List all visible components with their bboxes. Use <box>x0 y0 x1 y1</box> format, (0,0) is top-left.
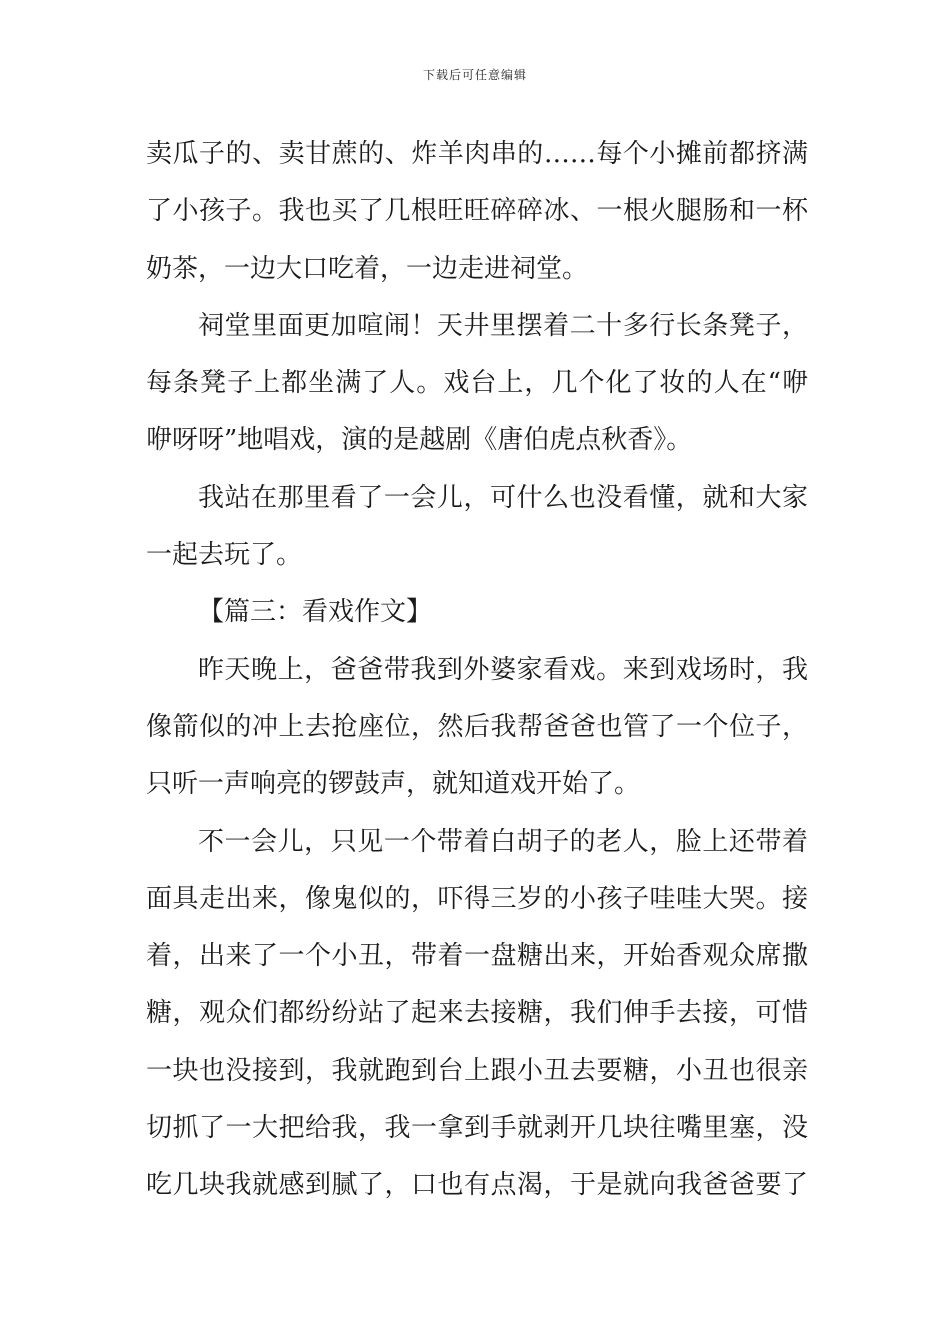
text-line: 着，出来了一个小丑，带着一盘糖出来，开始香观众席撒 <box>146 941 808 972</box>
text-line: 我站在那里看了一会儿，可什么也没看懂，就和大家 <box>198 482 808 513</box>
text-line: 像箭似的冲上去抢座位，然后我帮爸爸也管了一个位子， <box>146 711 808 742</box>
text-line: 祠堂里面更加喧闹！天井里摆着二十多行长条凳子， <box>198 310 808 341</box>
text-line: 切抓了一大把给我，我一拿到手就剥开几块往嘴里塞，没 <box>146 1113 808 1144</box>
document-body <box>146 126 808 1215</box>
text-line: 了小孩子。我也买了几根旺旺碎碎冰、一根火腿肠和一杯 <box>146 196 808 227</box>
section-heading: 【篇三：看戏作文】 <box>198 597 433 628</box>
text-line: 面具走出来，像鬼似的，吓得三岁的小孩子哇哇大哭。接 <box>146 883 808 914</box>
text-line: 一块也没接到，我就跑到台上跟小丑去要糖，小丑也很亲 <box>146 1055 808 1086</box>
text-line: 昨天晚上，爸爸带我到外婆家看戏。来到戏场时，我 <box>198 654 808 685</box>
text-line: 一起去玩了。 <box>146 540 303 571</box>
text-line: 只听一声响亮的锣鼓声，就知道戏开始了。 <box>146 769 641 800</box>
text-line: 奶茶，一边大口吃着，一边走进祠堂。 <box>146 253 589 284</box>
text-line: 糖，观众们都纷纷站了起来去接糖，我们伸手去接，可惜 <box>146 998 808 1029</box>
text-line: 咿呀呀”地唱戏，演的是越剧《唐伯虎点秋香》。 <box>146 425 693 456</box>
text-line: 吃几块我就感到腻了，口也有点渴，于是就向我爸爸要了 <box>146 1170 808 1201</box>
page-header: 下载后可任意编辑 <box>422 68 527 82</box>
text-line: 每条凳子上都坐满了人。戏台上，几个化了妆的人在“咿 <box>146 368 808 399</box>
text-line: 不一会儿，只见一个带着白胡子的老人，脸上还带着 <box>198 826 808 857</box>
text-line: 卖瓜子的、卖甘蔗的、炸羊肉串的……每个小摊前都挤满 <box>146 139 808 169</box>
